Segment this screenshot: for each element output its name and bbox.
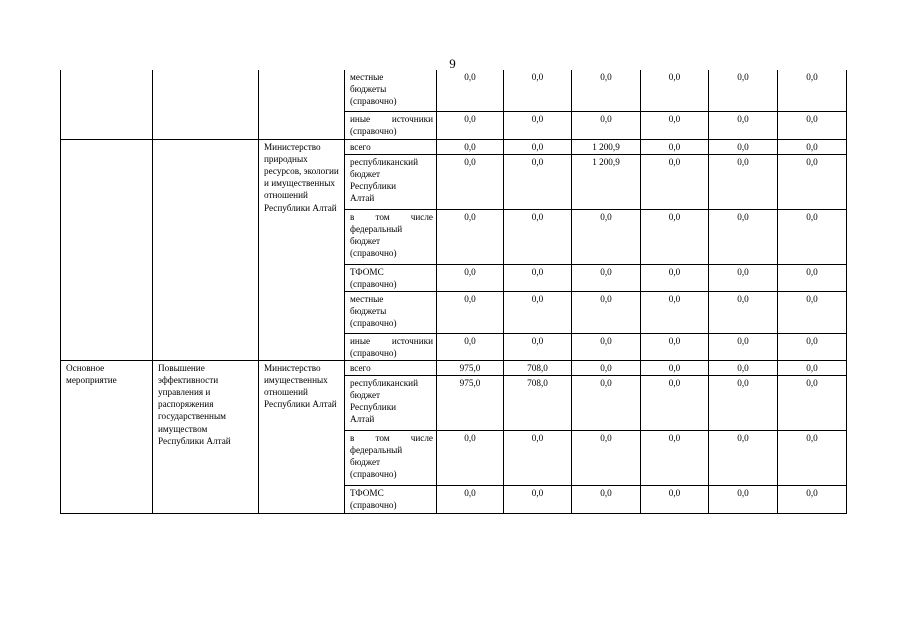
value-cell: 0,0 xyxy=(504,111,572,139)
funding-source-line: ТФОМС xyxy=(350,266,384,277)
measure-type-cell: Основное мероприятие xyxy=(61,360,153,513)
funding-source-line: ТФОМС xyxy=(350,487,384,498)
funding-source-line: в том числе xyxy=(350,211,433,222)
funding-source-line: местные xyxy=(350,72,384,82)
value-cell: 0,0 xyxy=(778,485,847,513)
value-cell: 0,0 xyxy=(778,154,847,209)
value-cell: 0,0 xyxy=(641,70,709,111)
value-cell: 0,0 xyxy=(572,111,641,139)
value-cell: 0,0 xyxy=(709,264,778,291)
value-cell: 0,0 xyxy=(437,291,504,333)
value-cell: 0,0 xyxy=(504,291,572,333)
value-cell: 0,0 xyxy=(641,360,709,375)
value-cell: 0,0 xyxy=(504,139,572,154)
value-cell: 0,0 xyxy=(641,375,709,430)
funding-source-line: бюджет xyxy=(350,168,381,179)
measure-name-cell xyxy=(153,139,259,360)
value-cell: 0,0 xyxy=(641,333,709,360)
table-row xyxy=(61,360,847,375)
funding-source-cell xyxy=(345,430,437,485)
value-cell: 0,0 xyxy=(778,139,847,154)
funding-source-line: (справочно) xyxy=(350,125,397,136)
value-cell: 0,0 xyxy=(504,209,572,264)
executor-cell xyxy=(259,70,345,139)
value-cell: 0,0 xyxy=(437,70,504,111)
value-cell: 0,0 xyxy=(572,70,641,111)
value-cell: 1 200,9 xyxy=(572,139,641,154)
funding-source-cell xyxy=(345,70,437,111)
funding-source-cell xyxy=(345,375,437,430)
value-cell: 0,0 xyxy=(709,154,778,209)
value-cell: 0,0 xyxy=(709,70,778,111)
executor-cell: Министерство имущественных отношений Республики Алтай xyxy=(259,360,345,513)
value-cell: 0,0 xyxy=(437,264,504,291)
funding-source-line: иные источники xyxy=(350,113,433,124)
funding-source-line: Алтай xyxy=(350,193,375,204)
value-cell: 975,0 xyxy=(437,375,504,430)
value-cell: 0,0 xyxy=(437,111,504,139)
value-cell: 0,0 xyxy=(709,375,778,430)
budget-table xyxy=(60,70,847,514)
value-cell: 0,0 xyxy=(709,111,778,139)
funding-source-line: иные источники xyxy=(350,335,433,346)
value-cell: 0,0 xyxy=(504,264,572,291)
value-cell: 0,0 xyxy=(778,430,847,485)
funding-source-line: (справочно) xyxy=(350,278,397,289)
funding-source-line: (справочно) xyxy=(350,317,397,328)
value-cell: 0,0 xyxy=(709,485,778,513)
value-cell: 975,0 xyxy=(437,360,504,375)
value-cell: 0,0 xyxy=(641,430,709,485)
value-cell: 0,0 xyxy=(641,291,709,333)
funding-source-cell xyxy=(345,485,437,513)
funding-source-line: в том числе xyxy=(350,432,433,443)
measure-name-cell xyxy=(153,70,259,139)
funding-source-line: бюджеты xyxy=(350,84,387,95)
executor-cell: Министерство природных ресурсов, экологии и имущественных отношений Республики Алтай xyxy=(259,139,345,360)
value-cell: 0,0 xyxy=(572,485,641,513)
funding-source-line: Республики xyxy=(350,180,397,191)
funding-source-line: Алтай xyxy=(350,414,375,425)
value-cell: 0,0 xyxy=(709,291,778,333)
value-cell: 0,0 xyxy=(437,333,504,360)
value-cell: 0,0 xyxy=(641,154,709,209)
funding-source-line: республиканский xyxy=(350,377,419,388)
value-cell: 0,0 xyxy=(778,360,847,375)
value-cell: 0,0 xyxy=(437,430,504,485)
funding-source-cell xyxy=(345,333,437,360)
funding-source-line: бюджет xyxy=(350,235,381,246)
funding-source-cell xyxy=(345,111,437,139)
funding-source-line: федеральный xyxy=(350,444,403,455)
value-cell: 0,0 xyxy=(504,333,572,360)
funding-source-line: местные xyxy=(350,293,384,304)
value-cell: 1 200,9 xyxy=(572,154,641,209)
funding-source-line: бюджет xyxy=(350,456,381,467)
value-cell: 0,0 xyxy=(641,264,709,291)
funding-source-cell xyxy=(345,139,437,154)
table-body xyxy=(61,70,847,513)
measure-type-cell xyxy=(61,70,153,139)
funding-source-line: (справочно) xyxy=(350,96,397,107)
funding-source-line: всего xyxy=(350,141,371,152)
funding-source-cell xyxy=(345,360,437,375)
funding-source-line: (справочно) xyxy=(350,499,397,510)
value-cell: 0,0 xyxy=(572,375,641,430)
value-cell: 0,0 xyxy=(572,209,641,264)
value-cell: 0,0 xyxy=(778,264,847,291)
value-cell: 0,0 xyxy=(572,430,641,485)
value-cell: 0,0 xyxy=(641,111,709,139)
funding-source-line: республиканский xyxy=(350,156,419,167)
funding-source-line: всего xyxy=(350,362,371,373)
funding-source-line: (справочно) xyxy=(350,248,397,259)
value-cell: 0,0 xyxy=(641,139,709,154)
funding-source-line: федеральный xyxy=(350,223,403,234)
funding-source-line: бюджеты xyxy=(350,305,387,316)
funding-source-line: Республики xyxy=(350,401,397,412)
value-cell: 0,0 xyxy=(778,111,847,139)
value-cell: 0,0 xyxy=(572,360,641,375)
value-cell: 0,0 xyxy=(504,70,572,111)
value-cell: 0,0 xyxy=(504,485,572,513)
value-cell: 0,0 xyxy=(778,333,847,360)
funding-source-line: (справочно) xyxy=(350,469,397,480)
value-cell: 0,0 xyxy=(709,430,778,485)
value-cell: 0,0 xyxy=(437,209,504,264)
value-cell: 0,0 xyxy=(709,139,778,154)
page-number: 9 xyxy=(449,56,456,71)
value-cell: 0,0 xyxy=(778,209,847,264)
value-cell: 0,0 xyxy=(504,154,572,209)
value-cell: 0,0 xyxy=(504,430,572,485)
value-cell: 0,0 xyxy=(437,485,504,513)
value-cell: 0,0 xyxy=(778,70,847,111)
value-cell: 0,0 xyxy=(709,360,778,375)
value-cell: 0,0 xyxy=(641,209,709,264)
funding-source-cell xyxy=(345,291,437,333)
value-cell: 708,0 xyxy=(504,375,572,430)
table-row xyxy=(61,139,847,154)
measure-type-cell xyxy=(61,139,153,360)
value-cell: 0,0 xyxy=(572,333,641,360)
funding-source-cell xyxy=(345,264,437,291)
value-cell: 0,0 xyxy=(709,333,778,360)
value-cell: 0,0 xyxy=(572,291,641,333)
value-cell: 0,0 xyxy=(709,209,778,264)
value-cell: 0,0 xyxy=(641,485,709,513)
value-cell: 0,0 xyxy=(778,375,847,430)
funding-source-line: бюджет xyxy=(350,389,381,400)
value-cell: 708,0 xyxy=(504,360,572,375)
value-cell: 0,0 xyxy=(437,139,504,154)
value-cell: 0,0 xyxy=(572,264,641,291)
value-cell: 0,0 xyxy=(437,154,504,209)
table-row xyxy=(61,70,847,111)
funding-source-line: (справочно) xyxy=(350,347,397,358)
funding-source-cell xyxy=(345,209,437,264)
value-cell: 0,0 xyxy=(778,291,847,333)
measure-name-cell: Повышение эффективности управления и распоряжения государственным имуществом Республики Алтай xyxy=(153,360,259,513)
funding-source-cell xyxy=(345,154,437,209)
